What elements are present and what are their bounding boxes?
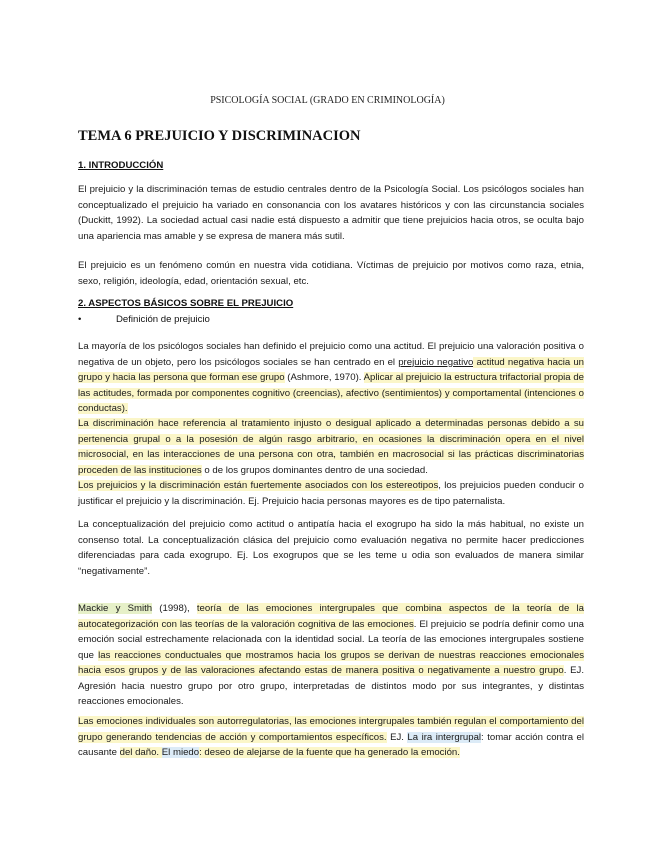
intro-paragraph-1: El prejuicio y la discriminación temas de estudio centrales dentro de la Psicología Social. Los psicólogos sociales han conceptualizado el prejuicio ha variado en consonancia con los avatares históricos y con las circunstancia sociales (Duckitt, 1992). La sociedad actual casi nadie está dispuesto a admitir que tiene prejuicios hacia otros, se oculta bajo una apariencia mas amable y se expresa de manera más sutil. (78, 184, 584, 242)
paragraph-conceptualizacion: La conceptualización del prejuicio como actitud o antipatía hacia el exogrupo ha sido la más habitual, no existe un consenso total. La conceptualización clásica del prejuicio como evaluación negativa no permite hacer predicciones diferenciadas para cada exogrupo. Ej. Los exogrupos que se les teme u odia son evaluados de manera similar “negativamente”. (78, 519, 584, 577)
highlight-span: : deseo de alejarse de la fuente que ha generado la emoción. (199, 747, 460, 758)
highlight-span: teoría de las emociones intergrupales que combina aspectos de la teoría de la autocategorización con las teorías de la valoración cognitiva de las emociones (78, 603, 584, 630)
section-heading-aspectos: 2. ASPECTOS BÁSICOS SOBRE EL PREJUICIO (78, 298, 294, 309)
bullet-label: Definición de prejuicio (116, 314, 210, 325)
intro-paragraph-2: El prejuicio es un fenómeno común en nuestra vida cotidiana. Víctimas de prejuicio por motivos como raza, etnia, sexo, religión, ideología, edad, orientación sexual, etc. (78, 260, 584, 287)
paragraph-discriminacion (78, 416, 584, 478)
highlight-span: Aplicar al prejuicio la estructura trifactorial propia de las actitudes, formada por componentes cognitivo (creencias), afectivo (sentimientos) y comportamental (intenciones o conductas). (78, 372, 584, 414)
paragraph-estereotipos (78, 478, 584, 509)
paragraph-actitud (78, 339, 584, 417)
bullet-mark: • (78, 314, 82, 325)
course-header: PSICOLOGÍA SOCIAL (GRADO EN CRIMINOLOGÍA) (210, 95, 445, 106)
highlight-span-blue: La ira intergrupal (407, 731, 482, 743)
paragraph-emociones-intergrupales (78, 601, 584, 710)
highlight-span: La discriminación hace referencia al tratamiento injusto o desigual aplicado a determinadas personas debido a su pertenencia grupal o a la posesión de algún rasgo arbitrario, en ocasiones la discriminación opera en el nivel microsocial, en las interacciones de una persona con otra, también en macrosocial si las prácticas discriminatorias proceden de las instituciones (78, 418, 584, 476)
highlight-span: actitud negativa hacia un grupo y hacia las persona que forman ese grupo (78, 356, 585, 383)
bullet-definicion (78, 314, 210, 325)
highlight-span: del daño. (119, 747, 162, 758)
highlight-span: Las emociones individuales son autorregulatorias, las emociones intergrupales también regulan el comportamiento del grupo generando tendencias de acción y comportamientos específicos. (78, 716, 584, 743)
text-span: . El prejuicio se podría definir como una emoción social estrechamente relacionada con la identidad social. La teoría de las emociones intergrupales sostiene que (78, 618, 584, 661)
text-span: , los prejuicios pueden conducir o justificar el prejuicio y la discriminación. Ej. Prejuicio hacia personas mayores es de tipo paternalista. (78, 480, 584, 507)
highlight-span: Los prejuicios y la discriminación están fuertemente asociados con los estereotipos (78, 480, 439, 491)
section-heading-introduccion: 1. INTRODUCCIÓN (78, 160, 164, 171)
text-span: (Ashmore, 1970). (284, 372, 364, 383)
text-span: EJ. (386, 731, 408, 743)
paragraph-emociones-individuales (78, 714, 584, 761)
document-title: TEMA 6 PREJUICIO Y DISCRIMINACION (78, 128, 361, 144)
text-span-underlined: prejuicio negativo (398, 356, 474, 368)
text-span: La mayoría de los psicólogos sociales han definido el prejuicio como una actitud. El prejuicio una valoración positiva o negativa de un objeto, pero los psicólogos sociales se han centrado en el (78, 341, 584, 368)
highlight-span-blue: El miedo (161, 747, 200, 758)
text-span: . EJ. Agresión hacia nuestro grupo por otro grupo, interpretadas de distintos modo por sus integrantes, y distintas reacciones emocionales. (78, 665, 585, 707)
text-span: : tomar acción contra el causante (78, 731, 585, 758)
highlight-span: las reacciones conductuales que mostramos hacia los grupos se derivan de nuestras reacciones emocionales hacia esos grupos y de las valoraciones afectando estas de manera positiva o negativamente a nuestro grupo (78, 649, 584, 676)
text-span: (1998), (152, 603, 197, 614)
highlight-span-green: Mackie y Smith (78, 603, 153, 614)
text-span: o de los grupos dominantes dentro de una sociedad. (201, 464, 428, 476)
